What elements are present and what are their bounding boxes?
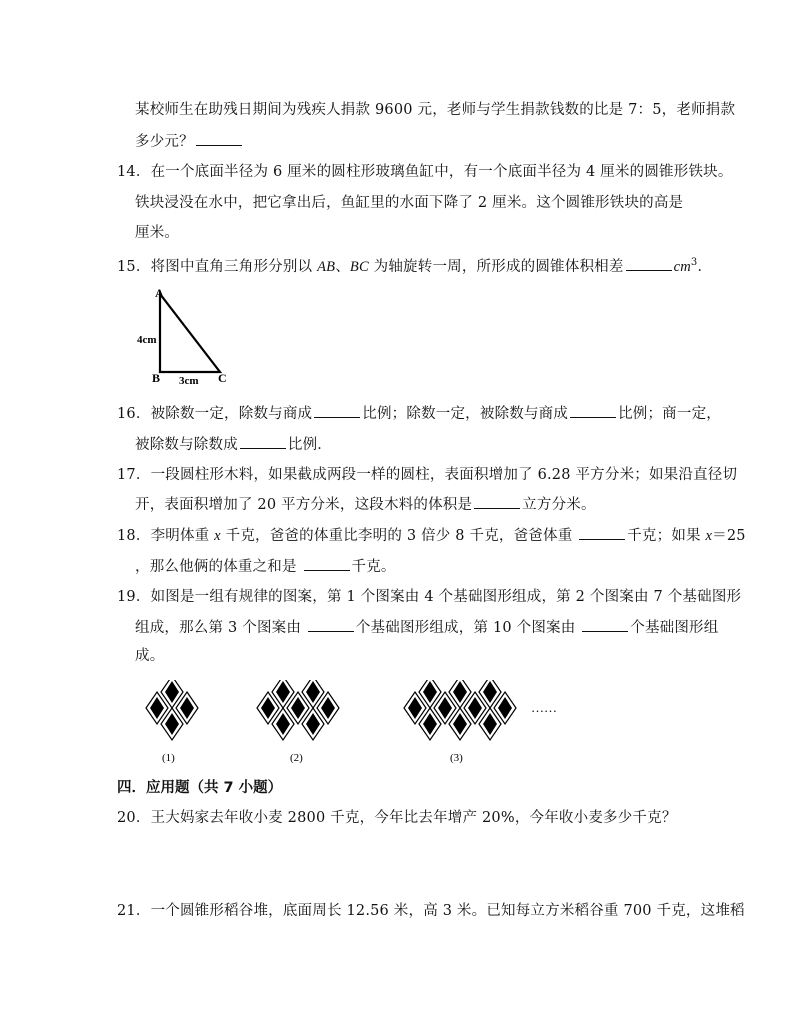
q18-line2: ，那么他俩的体重之和是 千克。 xyxy=(135,556,396,577)
question-number: 16． xyxy=(117,406,151,422)
q18-line1: 18．李明体重 x 千克，爸爸的体重比李明的 3 倍少 8 千克，爸爸体重 千克；如果 x＝25 xyxy=(117,525,746,546)
ellipsis: …… xyxy=(531,700,557,715)
vertex-a-label: A xyxy=(155,286,164,300)
answer-blank[interactable] xyxy=(314,403,360,418)
question-number: 19． xyxy=(117,589,151,605)
answer-blank[interactable] xyxy=(626,256,672,271)
question-number: 14． xyxy=(117,164,151,180)
answer-blank[interactable] xyxy=(304,556,350,571)
vertex-b-label: B xyxy=(152,371,161,385)
q13-line2: 多少元？ xyxy=(135,131,244,152)
caption-1: (1) xyxy=(162,752,175,764)
q14-line1: 14．在一个底面半径为 6 厘米的圆柱形玻璃鱼缸中，有一个底面半径为 4 厘米的圆锥形铁块。 xyxy=(117,164,733,180)
section-title: 四．应用题（共 7 小题） xyxy=(117,780,283,796)
pattern-2 xyxy=(257,680,339,740)
question-number: 18． xyxy=(117,528,151,544)
side-bc-label: 3cm xyxy=(179,375,199,387)
question-number: 17． xyxy=(117,467,151,483)
right-triangle-figure xyxy=(135,284,235,388)
vertex-c-label: C xyxy=(218,371,227,385)
question-number: 21． xyxy=(117,903,151,919)
side-ab-label: 4cm xyxy=(137,334,157,346)
pattern-figure xyxy=(130,680,570,772)
pattern-1 xyxy=(146,680,198,740)
answer-blank[interactable] xyxy=(570,403,616,418)
q14-line3: 厘米。 xyxy=(135,225,180,241)
answer-blank[interactable] xyxy=(474,494,520,509)
q17-line1: 17．一段圆柱形木料，如果截成两段一样的圆柱，表面积增加了 6.28 平方分米；如果沿直径切 xyxy=(117,467,738,483)
answer-blank[interactable] xyxy=(579,525,625,540)
pattern-3 xyxy=(404,680,516,740)
answer-blank[interactable] xyxy=(240,434,286,449)
answer-blank[interactable] xyxy=(196,131,242,146)
q16-line2: 被除数与除数成 比例． xyxy=(135,434,332,455)
q21-line1: 21．一个圆锥形稻谷堆，底面周长 12.56 米，高 3 米。已知每立方米稻谷重 700 千克，这堆稻 xyxy=(117,903,745,919)
question-number: 15． xyxy=(117,258,151,275)
q14-line2: 铁块浸没在水中，把它拿出后，鱼缸里的水面下降了 2 厘米。这个圆锥形铁块的高是 xyxy=(135,195,684,211)
caption-2: (2) xyxy=(290,752,303,764)
q19-line1: 19．如图是一组有规律的图案，第 1 个图案由 4 个基础图形组成，第 2 个图案由 7 个基础图形 xyxy=(117,589,742,605)
answer-blank[interactable] xyxy=(582,617,628,632)
caption-3: (3) xyxy=(450,752,463,764)
q13-line1: 某校师生在助残日期间为残疾人捐款 9600 元，老师与学生捐款钱数的比是 7：5，老师捐款 xyxy=(135,102,736,118)
q19-line2: 组成，那么第 3 个图案由 个基础图形组成，第 10 个图案由 个基础图形组 xyxy=(135,617,718,638)
answer-blank[interactable] xyxy=(308,617,354,632)
q17-line2: 开，表面积增加了 20 平方分米，这段木料的体积是 立方分米。 xyxy=(135,494,596,515)
q20-line1: 20．王大妈家去年收小麦 2800 千克，今年比去年增产 20%，今年收小麦多少千克？ xyxy=(117,810,677,826)
q15-line1: 15．将图中直角三角形分别以 AB、BC 为轴旋转一周，所形成的圆锥体积相差 $cm^3$． xyxy=(117,257,713,275)
q16-line1: 16．被除数一定，除数与商成 比例；除数一定，被除数与商成 比例；商一定， xyxy=(117,403,721,424)
q19-line3: 成。 xyxy=(135,648,165,664)
question-number: 20． xyxy=(117,810,151,826)
